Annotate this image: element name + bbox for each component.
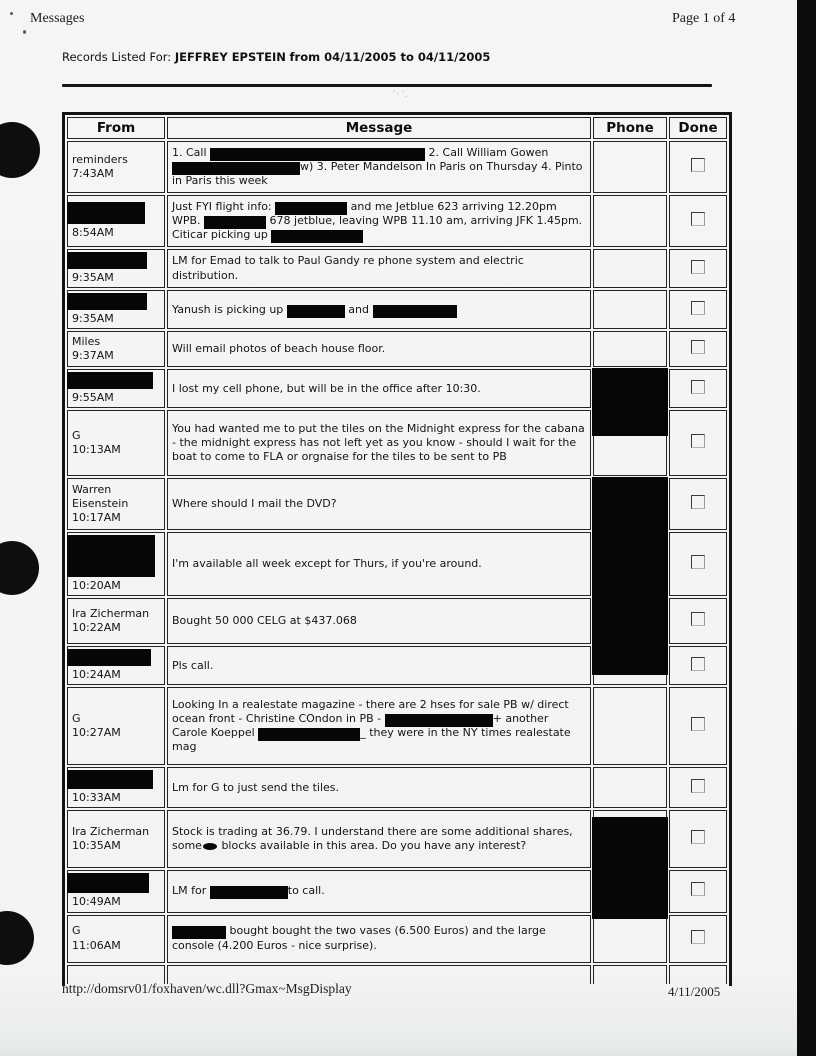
- table-row: [67, 767, 727, 808]
- from-cell: [67, 195, 165, 247]
- redaction-box: [275, 202, 347, 215]
- redaction-box: [592, 817, 668, 919]
- done-cell: [669, 810, 727, 868]
- redaction-box: [210, 886, 288, 899]
- redaction-box: [204, 216, 266, 229]
- message-table-wrapper: [62, 112, 718, 986]
- message-cell: bought bought the two vases (6.500 Euros) and the large console (4.200 Euros - nice surprise).: [167, 915, 591, 963]
- column-header-done: Done: [669, 117, 727, 139]
- hole-punch: [0, 541, 39, 595]
- redaction-box: [592, 368, 668, 436]
- redaction-box: [67, 535, 155, 577]
- phone-cell: [593, 915, 667, 963]
- message-cell: Stock is trading at 36.79. I understand there are some additional shares, some blocks available in this area. Do you have any interest?: [167, 810, 591, 868]
- redaction-box: [258, 728, 360, 741]
- from-cell: [67, 369, 165, 408]
- from-cell: [67, 598, 165, 644]
- horizontal-rule: [62, 84, 712, 87]
- date-range: from 04/11/2005 to 04/11/2005: [289, 50, 491, 64]
- from-cell: [67, 687, 165, 765]
- done-checkbox: [691, 930, 705, 944]
- message-time: 10:20AM: [72, 579, 121, 593]
- column-header-from: From: [67, 117, 165, 139]
- message-time: 10:33AM: [72, 791, 121, 805]
- done-cell: [669, 410, 727, 476]
- done-cell: [669, 646, 727, 685]
- redaction-box: [67, 202, 145, 224]
- done-checkbox: [691, 779, 705, 793]
- column-header-phone: Phone: [593, 117, 667, 139]
- message-table-body: [67, 141, 727, 984]
- redaction-box: [67, 252, 147, 269]
- ink-blot: [203, 843, 217, 850]
- table-row: [67, 141, 727, 193]
- phone-cell: [593, 965, 667, 984]
- from-cell: [67, 331, 165, 367]
- redaction-box: [67, 293, 147, 310]
- document-title: Messages: [30, 11, 85, 26]
- from-cell: [67, 870, 165, 912]
- from-cell: [67, 249, 165, 288]
- done-cell: [669, 195, 727, 247]
- message-time: 10:27AM: [72, 726, 121, 740]
- hole-punch: [0, 122, 40, 178]
- done-checkbox: [691, 340, 705, 354]
- sender-name: G: [72, 429, 81, 443]
- from-cell: [67, 410, 165, 476]
- done-checkbox: [691, 882, 705, 896]
- from-cell: [67, 915, 165, 963]
- done-checkbox: [691, 158, 705, 172]
- message-cell: I lost my cell phone, but will be in the office after 10:30.: [167, 369, 591, 408]
- sender-name: Ira Zicherman: [72, 607, 150, 621]
- message-cell: Just FYI flight info: and me Jetblue 623 arriving 12.20pm WPB. 678 jetblue, leaving WPB 11.10 am, arriving JFK 1.45pm. Citicar picking up: [167, 195, 591, 247]
- sender-name: Miles: [72, 335, 101, 349]
- phone-cell: [593, 290, 667, 329]
- redaction-box: [67, 873, 149, 893]
- message-cell: LM for Emad to talk to Paul Gandy re phone system and electric distribution.: [167, 249, 591, 288]
- from-cell: [67, 810, 165, 868]
- done-checkbox: [691, 657, 705, 671]
- message-cell: Yanush is picking up and: [167, 290, 591, 329]
- records-listed-line: [62, 50, 490, 64]
- done-cell: [669, 965, 727, 984]
- phone-cell: [593, 810, 667, 868]
- scan-speck: [23, 30, 26, 34]
- message-cell: 1. Call 2. Call William Gowen w) 3. Peter Mandelson In Paris on Thursday 4. Pinto in Paris this week: [167, 141, 591, 193]
- scanner-edge-shadow: [797, 0, 816, 1056]
- done-checkbox: [691, 495, 705, 509]
- phone-cell: [593, 767, 667, 808]
- table-row: [67, 810, 727, 868]
- table-row: [67, 249, 727, 288]
- message-time: 10:13AM: [72, 443, 121, 457]
- done-cell: [669, 141, 727, 193]
- message-cell: LM for to call.: [167, 870, 591, 912]
- done-checkbox: [691, 830, 705, 844]
- from-cell: [67, 767, 165, 808]
- message-time: 9:37AM: [72, 349, 114, 363]
- message-cell: Bought 50 000 CELG at $437.068: [167, 598, 591, 644]
- table-row: [67, 687, 727, 765]
- column-header-message: Message: [167, 117, 591, 139]
- done-cell: [669, 249, 727, 288]
- redaction-box: [210, 148, 425, 161]
- done-checkbox: [691, 380, 705, 394]
- done-checkbox: [691, 555, 705, 569]
- message-cell: You had wanted me to put the tiles on the Midnight express for the cabana - the midnight express has not left yet as you know - should I wait for the boat to come to FLA or orgnaise for the tiles to be sent to PB: [167, 410, 591, 476]
- message-time: 11:06AM: [72, 938, 121, 952]
- table-row: [67, 195, 727, 247]
- phone-cell: [593, 195, 667, 247]
- phone-cell: [593, 687, 667, 765]
- print-date: 4/11/2005: [668, 984, 721, 999]
- phone-cell: [593, 369, 667, 408]
- done-cell: [669, 767, 727, 808]
- redaction-box: [172, 926, 226, 939]
- done-checkbox: [691, 434, 705, 448]
- source-url: http://domsrv01/foxhaven/wc.dll?Gmax~MsgDisplay: [62, 981, 352, 996]
- message-time: 9:35AM: [72, 271, 114, 284]
- from-cell: [67, 646, 165, 685]
- table-row: [67, 369, 727, 408]
- from-cell: [67, 478, 165, 530]
- done-checkbox: [691, 301, 705, 315]
- done-cell: [669, 532, 727, 596]
- message-cell: Looking In a realestate magazine - there are 2 hses for sale PB w/ direct ocean front - Christine COndon in PB - + another Carole Koeppel _ they were in the NY times realestate mag: [167, 687, 591, 765]
- message-time: 10:49AM: [72, 895, 121, 909]
- redaction-box: [67, 770, 153, 789]
- redaction-box: [67, 649, 151, 666]
- phone-cell: [593, 249, 667, 288]
- table-row: [67, 331, 727, 367]
- from-cell: [67, 532, 165, 596]
- redaction-box: [592, 477, 668, 675]
- hole-punch: [0, 911, 34, 965]
- phone-cell: [593, 141, 667, 193]
- message-time: 9:55AM: [72, 391, 114, 405]
- records-prefix: Records Listed For:: [62, 50, 175, 64]
- message-time: 9:35AM: [72, 312, 114, 326]
- sender-name: G: [72, 712, 81, 726]
- message-cell: I'm available all week except for Thurs, if you're around.: [167, 532, 591, 596]
- done-cell: [669, 290, 727, 329]
- done-cell: [669, 598, 727, 644]
- subject-name: JEFFREY EPSTEIN: [174, 50, 286, 64]
- message-cell: Lm for G to just send the tiles.: [167, 767, 591, 808]
- phone-cell: [593, 478, 667, 530]
- message-time: 8:54AM: [72, 225, 114, 239]
- message-time: 10:35AM: [72, 839, 121, 853]
- done-checkbox: [691, 717, 705, 731]
- done-checkbox: [691, 612, 705, 626]
- table-row: [67, 290, 727, 329]
- message-table: [62, 112, 732, 986]
- phone-cell: [593, 331, 667, 367]
- done-cell: [669, 331, 727, 367]
- message-time: 10:24AM: [72, 668, 121, 682]
- sender-name: Warren Eisenstein: [72, 483, 129, 511]
- redaction-box: [373, 305, 457, 318]
- redaction-box: [287, 305, 345, 318]
- scan-speck: [10, 12, 13, 15]
- message-time: 10:22AM: [72, 621, 121, 635]
- message-cell: Pls call.: [167, 646, 591, 685]
- redaction-box: [385, 714, 493, 727]
- from-cell: [67, 141, 165, 193]
- table-row: [67, 915, 727, 963]
- done-cell: [669, 915, 727, 963]
- from-cell: [67, 290, 165, 329]
- message-time: 10:17AM: [72, 511, 121, 525]
- sender-name: reminders: [72, 152, 128, 166]
- message-time: 7:43AM: [72, 167, 114, 180]
- sender-name: Ira Zicherman: [72, 825, 150, 839]
- scan-smudge: ′⋅′․: [390, 90, 412, 100]
- done-checkbox: [691, 260, 705, 274]
- redaction-box: [172, 162, 300, 175]
- sender-name: G: [72, 924, 81, 938]
- done-checkbox: [691, 212, 705, 226]
- redaction-box: [271, 230, 363, 243]
- message-cell: Will email photos of beach house floor.: [167, 331, 591, 367]
- message-cell: Where should I mail the DVD?: [167, 478, 591, 530]
- done-cell: [669, 369, 727, 408]
- done-cell: [669, 687, 727, 765]
- done-cell: [669, 870, 727, 912]
- page-indicator: Page 1 of 4: [672, 11, 736, 26]
- done-cell: [669, 478, 727, 530]
- table-row: [67, 478, 727, 530]
- redaction-box: [67, 372, 153, 389]
- table-header-row: [67, 117, 727, 139]
